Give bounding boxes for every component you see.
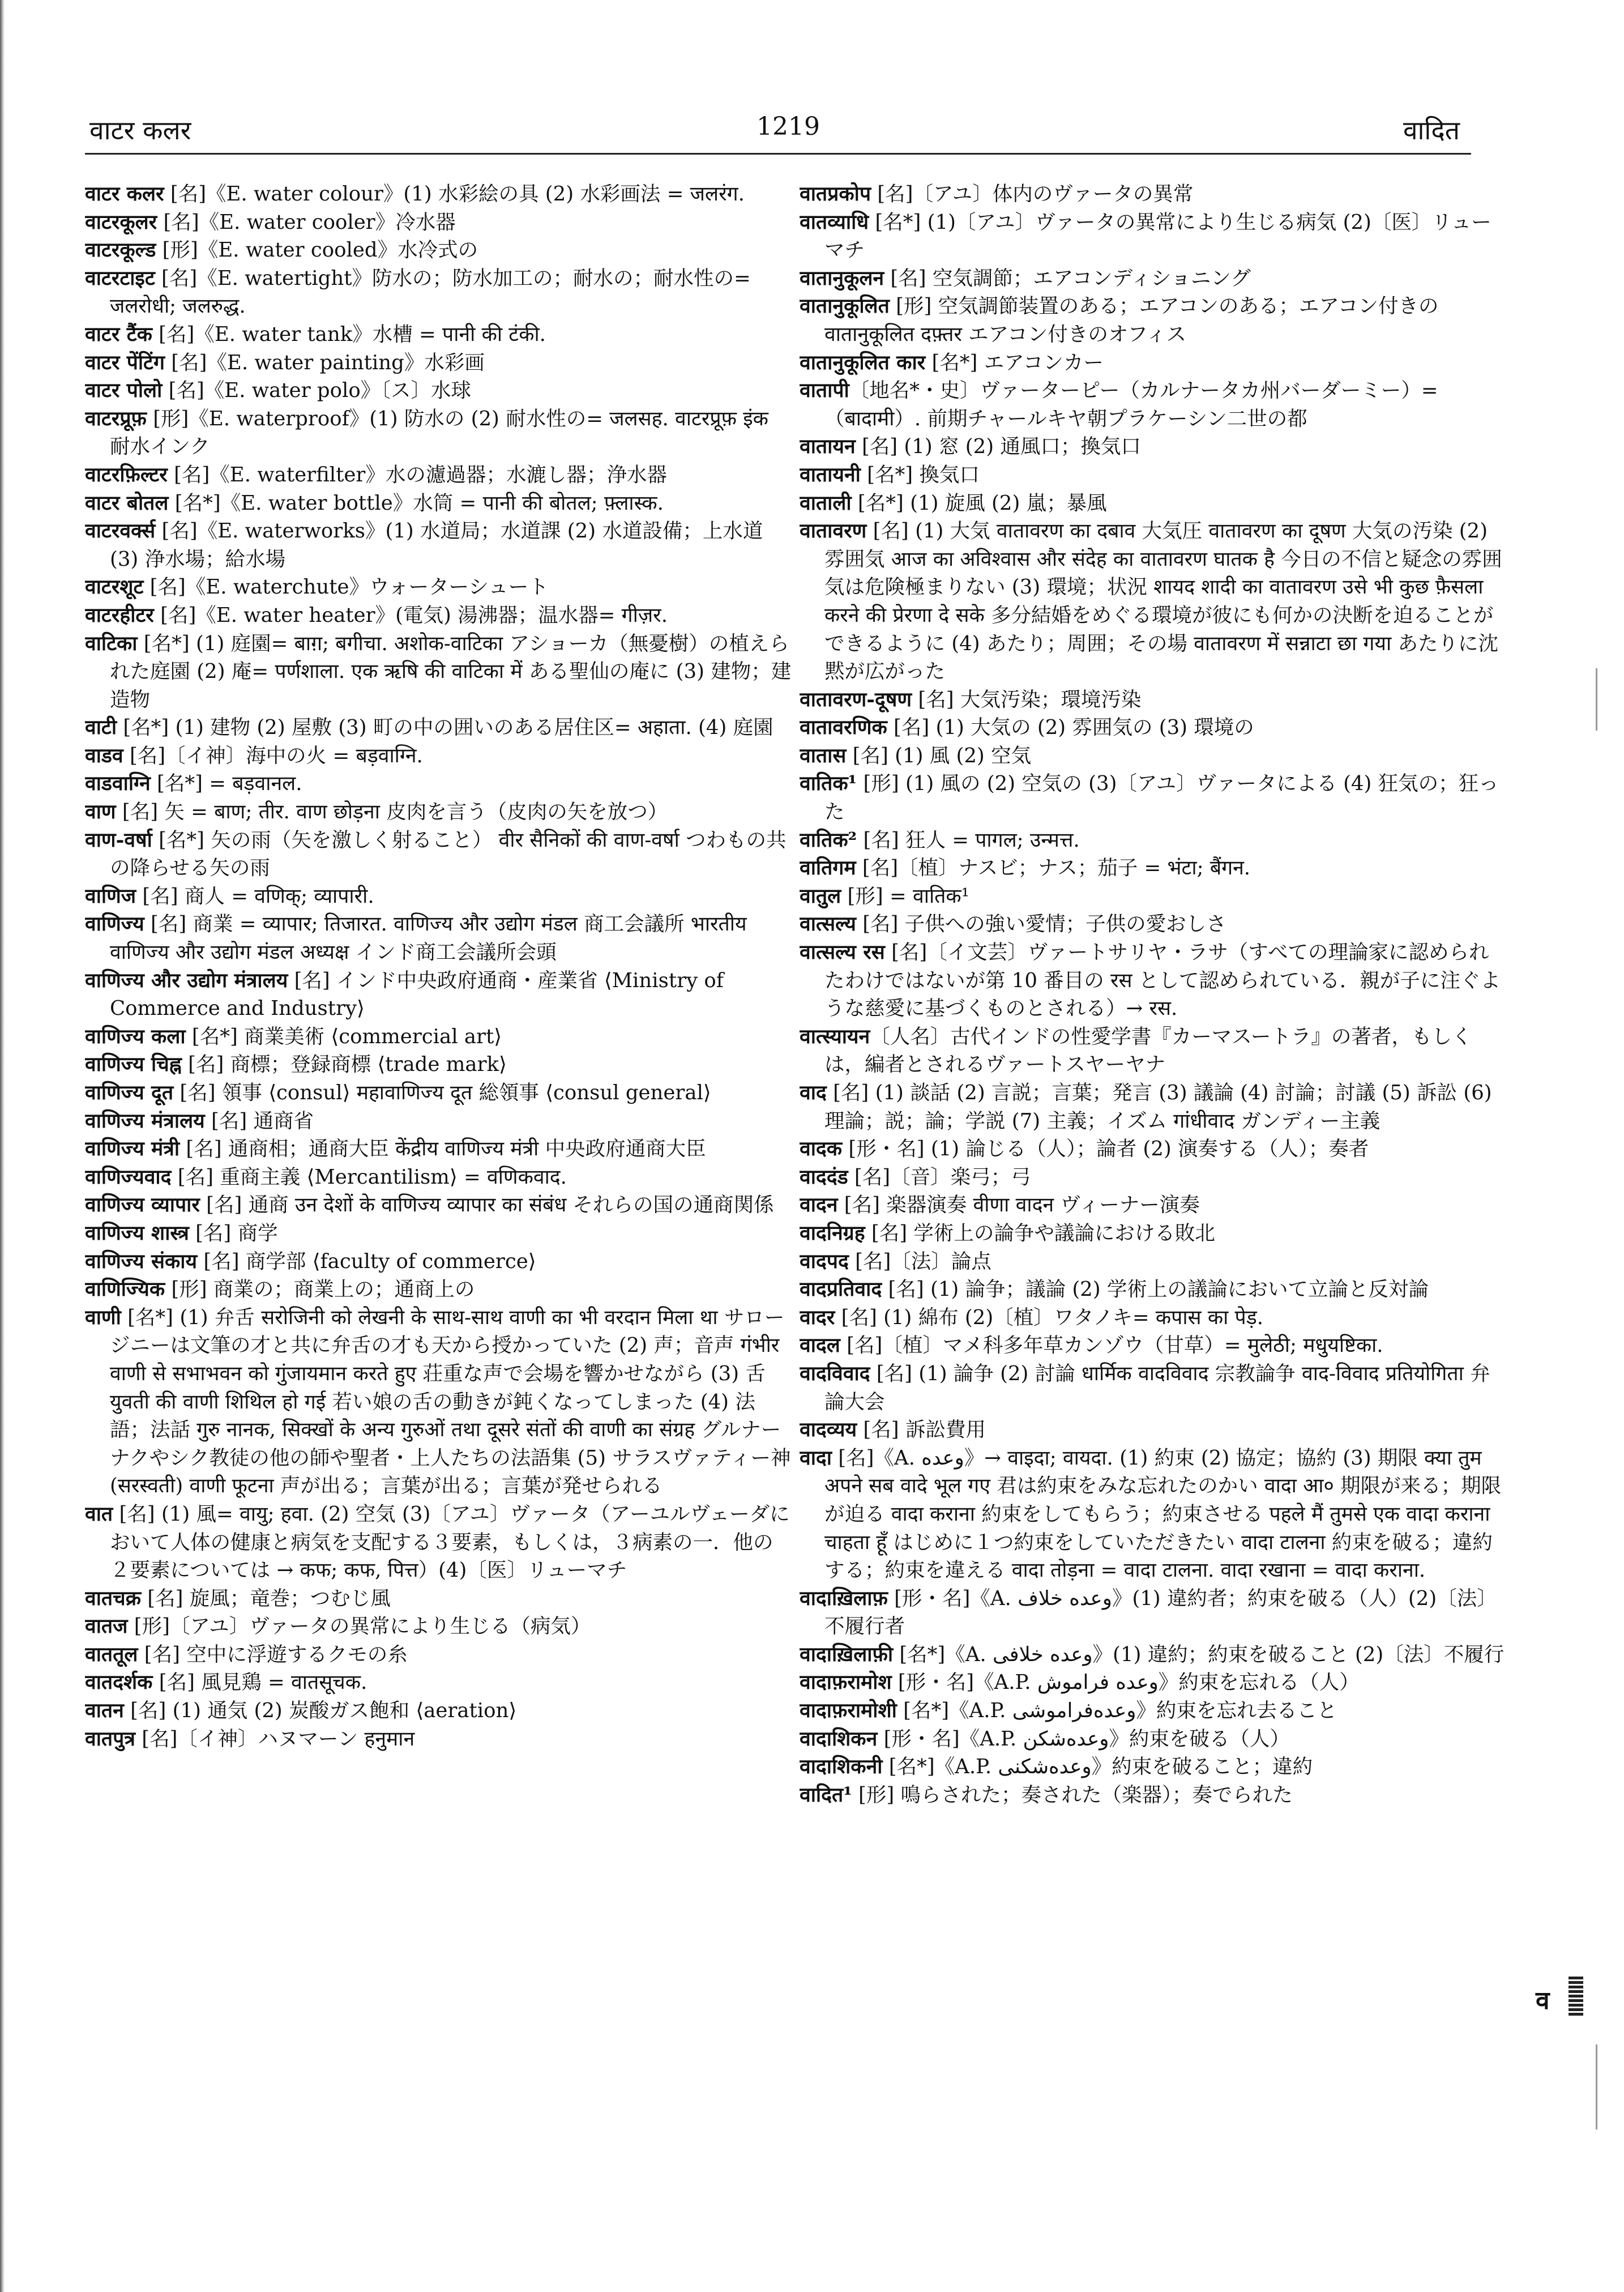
right-column bbox=[800, 180, 1507, 2253]
entry-definition: [名] 学術上の論争や議論における敗北 bbox=[865, 1221, 1215, 1245]
entry-definition: [名]〔音〕楽弓；弓 bbox=[848, 1165, 1031, 1189]
entry-headword: वाणिज्य मंत्रालय bbox=[85, 1109, 205, 1133]
running-head-right: वादित bbox=[1403, 115, 1460, 146]
entry-definition: [名]〔イ神〕海中の火 = बड़वाग्नि. bbox=[123, 744, 423, 767]
dictionary-entry bbox=[800, 292, 1507, 348]
entry-definition: [形] 鳴らされた；奏された（楽器）；奏でられた bbox=[852, 1783, 1293, 1807]
entry-headword: वातन bbox=[85, 1699, 124, 1723]
entry-headword: वातायनी bbox=[800, 463, 861, 486]
entry-headword: वाटर पेंटिंग bbox=[85, 351, 165, 374]
entry-definition: [名] 大気汚染；環境汚染 bbox=[912, 688, 1142, 711]
entry-headword: वातापी bbox=[800, 379, 849, 403]
running-head-left: वाटर कलर bbox=[89, 115, 191, 146]
entry-headword: वातायन bbox=[800, 435, 856, 459]
dictionary-entry bbox=[85, 208, 793, 237]
entry-definition: [名]〔イ神〕ハヌマーン हनुमान bbox=[135, 1727, 415, 1751]
entry-headword: वात्सल्य रस bbox=[800, 941, 885, 964]
dictionary-entry bbox=[85, 1051, 793, 1079]
entry-definition: 〔人名〕古代インドの性愛学書『カーマスートラ』の著者，もしくは，編者とされるヴァートスヤーヤナ bbox=[824, 1025, 1472, 1077]
entry-headword: वादाख़िलाफ़ी bbox=[800, 1642, 894, 1666]
dictionary-entry bbox=[85, 321, 793, 349]
dictionary-entry bbox=[800, 1444, 1507, 1585]
entry-definition: [名] 商業 = व्यापार; तिजारत. वाणिज्य और उद्योग मंडल 商工会議所 भारतीय वाणिज्य और उद्योग मंडल अध्यक्ष インド商工会議所会頭 bbox=[110, 912, 747, 964]
entry-definition: [名] 風見鶏 = वातसूचक. bbox=[152, 1671, 367, 1695]
entry-definition: [名]《A. وعده》→ वाइदा; वायदा. (1) 約束 (2) 協定；協約 (3) 期限 क्या तुम अपने सब वादे भूल गए 君は約束をみな忘れたのかい वादा आ० 期限が来る；期限が迫る वादा कराना 約束をしてもらう；約束させる पहले मैं तुमसे एक वादा कराना चाहता हूँ はじめに１つ約束をしていただきたい वादा टालना 約束を破る；違約する；約束を違える वादा तोड़ना = वादा टालना. वादा रखाना = वादा कराना. bbox=[824, 1446, 1502, 1582]
entry-headword: वाटरकूल्ड bbox=[85, 238, 156, 262]
entry-definition: [名*] (1) 庭園= बाग़; बगीचा. अशोक-वाटिका アショーカ（無憂樹）の植えられた庭園 (2) 庵= पर्णशाला. एक ऋषि की वाटिका में ある聖仙の庵に (3) 建物；建造物 bbox=[110, 631, 792, 711]
entry-headword: वादक bbox=[800, 1137, 843, 1161]
entry-definition: [名]《E. waterworks》(1) 水道局；水道課 (2) 水道設備；上水道 (3) 浄水場；給水場 bbox=[110, 519, 763, 571]
entry-definition: [名] (1) 風= वायु; हवा. (2) 空気 (3)〔アユ〕ヴァータ（アーユルヴェーダにおいて人体の健康と病気を支配する３要素，もしくは，３病素の一．他の２要素については → कफ; कफ, पित्त）(4)〔医〕リューマチ bbox=[110, 1502, 790, 1582]
entry-definition: [形]〔アユ〕ヴァータの異常により生じる（病気） bbox=[127, 1615, 591, 1638]
entry-headword: वातानुकूलित bbox=[800, 294, 890, 318]
dictionary-entry bbox=[800, 517, 1507, 686]
thumb-index-letter: व bbox=[1536, 1986, 1550, 2015]
dictionary-entry bbox=[85, 1163, 793, 1192]
entry-headword: वाणिज्य चिह्न bbox=[85, 1053, 182, 1077]
edge-mark-line bbox=[1596, 2045, 1597, 2129]
entry-definition: [名] インド中央政府通商・産業省 ⟨Ministry of Commerce and Industry⟩ bbox=[110, 968, 724, 1021]
dictionary-entry bbox=[800, 1360, 1507, 1416]
entry-definition: [名] (1) 論争 (2) 討論 धार्मिक वादविवाद 宗教論争 वाद-विवाद प्रतियोगिता 弁論大会 bbox=[824, 1361, 1490, 1414]
entry-headword: वाणिज्यिक bbox=[85, 1278, 165, 1301]
entry-headword: वादाख़िलाफ़ bbox=[800, 1586, 888, 1610]
entry-headword: वातानुकूलित कार bbox=[800, 351, 926, 374]
entry-definition: [形] 空気調節装置のある；エアコンのある；エアコン付きの वातानुकूलित दफ़्तर エアコン付きのオフィス bbox=[824, 294, 1439, 346]
dictionary-entry bbox=[85, 910, 793, 966]
dictionary-entry bbox=[85, 1612, 793, 1641]
entry-definition: [名] 通商 उन देशों के वाणिज्य व्यापार का संबंध それらの国の通商関係 bbox=[199, 1193, 774, 1217]
entry-definition: [名] 狂人 = पागल; उन्मत्त. bbox=[857, 828, 1080, 852]
dictionary-entry bbox=[800, 1585, 1507, 1641]
entry-definition: [名*] (1) 建物 (2) 屋敷 (3) 町の中の囲いのある居住区= अहाता. (4) 庭園 bbox=[117, 716, 773, 740]
entry-definition: [名*] エアコンカー bbox=[925, 351, 1104, 374]
entry-definition: [名*] (1)〔アユ〕ヴァータの異常により生じる病気 (2)〔医〕リューマチ bbox=[824, 210, 1491, 262]
entry-headword: वाटर टैंक bbox=[85, 322, 152, 346]
entry-definition: [名*] (1) 旋風 (2) 嵐；暴風 bbox=[851, 491, 1107, 515]
dictionary-entry bbox=[85, 1641, 793, 1669]
dictionary-entry bbox=[800, 1641, 1507, 1669]
dictionary-entry bbox=[800, 1079, 1507, 1135]
entry-definition: [名*] = बड़वानल. bbox=[150, 772, 302, 796]
entry-headword: वादपद bbox=[800, 1249, 849, 1273]
entry-headword: वात्स्यायन bbox=[800, 1025, 870, 1048]
page-binding-shadow bbox=[0, 0, 5, 2292]
entry-headword: वातिक¹ bbox=[800, 772, 857, 796]
entry-definition: [形・名] (1) 論じる（人）；論者 (2) 演奏する（人）；奏者 bbox=[842, 1137, 1369, 1161]
entry-definition: [名] (1) 通気 (2) 炭酸ガス飽和 ⟨aeration⟩ bbox=[123, 1699, 517, 1723]
entry-definition: [名*]《A.P. وعده‌شکنی》約束を破ること；違約 bbox=[882, 1755, 1313, 1779]
entry-headword: वातानुकूलन bbox=[800, 266, 884, 290]
entry-headword: वाटर कलर bbox=[85, 182, 164, 206]
entry-definition: [名] (1) 談話 (2) 言説；言葉；発言 (3) 議論 (4) 討論；討議 (5) 訴訟 (6) 理論；説；論；学説 (7) 主義；イズム गांधीवाद ガンディー主義 bbox=[824, 1081, 1492, 1133]
entry-definition: [名]〔アユ〕体内のヴァータの異常 bbox=[871, 182, 1194, 206]
dictionary-entry bbox=[800, 1163, 1507, 1192]
entry-headword: वाणिज्य कला bbox=[85, 1025, 186, 1048]
entry-headword: वातावरण bbox=[800, 519, 867, 543]
dictionary-entry bbox=[85, 630, 793, 714]
dictionary-entry bbox=[800, 854, 1507, 882]
entry-headword: वाणिज bbox=[85, 884, 136, 908]
entry-definition: [名]《E. water heater》(電気) 湯沸器；温水器= गीज़र. bbox=[153, 603, 668, 627]
dictionary-entry bbox=[85, 1023, 793, 1051]
entry-definition: [名] 矢 = बाण; तीर. वाण छोड़ना 皮肉を言う（皮肉の矢を放つ） bbox=[116, 800, 668, 824]
dictionary-entry bbox=[800, 461, 1507, 489]
entry-definition: 〔地名*・史〕ヴァーターピー（カルナータカ州バーダーミー）=（बादामी）. 前期チャールキヤ朝プラケーシン二世の都 bbox=[824, 379, 1438, 430]
dictionary-entry bbox=[85, 1697, 793, 1725]
dictionary-entry bbox=[800, 1135, 1507, 1163]
entry-definition: [形]《E. waterproof》(1) 防水の (2) 耐水性の= जलसह. वाटरप्रूफ़ इंक 耐水インク bbox=[110, 407, 768, 459]
entry-definition: [名] 商標；登録商標 ⟨trade mark⟩ bbox=[181, 1053, 507, 1077]
entry-headword: वाण bbox=[85, 800, 116, 824]
dictionary-entry bbox=[800, 349, 1507, 377]
entry-definition: [名] 商学部 ⟨faculty of commerce⟩ bbox=[197, 1249, 536, 1273]
dictionary-entry bbox=[85, 180, 793, 208]
dictionary-entry bbox=[85, 967, 793, 1023]
dictionary-entry bbox=[85, 742, 793, 770]
dictionary-entry bbox=[85, 573, 793, 601]
entry-definition: [名]《E. water colour》(1) 水彩絵の具 (2) 水彩画法 = जलरंग. bbox=[164, 182, 745, 206]
entry-definition: [名] 子供への強い愛情；子供の愛おしさ bbox=[856, 912, 1226, 936]
entry-headword: वाटरहीटर bbox=[85, 603, 154, 627]
dictionary-entry bbox=[800, 1248, 1507, 1276]
entry-definition: [名] 旋風；竜巻；つむじ風 bbox=[140, 1586, 391, 1610]
entry-headword: वाटिका bbox=[85, 631, 138, 655]
dictionary-entry bbox=[800, 1725, 1507, 1753]
dictionary-entry bbox=[800, 1219, 1507, 1248]
dictionary-entry bbox=[800, 1191, 1507, 1219]
entry-headword: वाटरवर्क्स bbox=[85, 519, 156, 543]
entry-definition: [形] 商業の；商業上の；通商上の bbox=[165, 1278, 475, 1301]
entry-definition: [名] 商人 = वणिक्; व्यापारी. bbox=[136, 884, 374, 908]
dictionary-entry bbox=[800, 910, 1507, 938]
entry-headword: वाणिज्य संकाय bbox=[85, 1249, 198, 1273]
dictionary-entry bbox=[85, 1079, 793, 1107]
entry-headword: वात bbox=[85, 1502, 113, 1526]
entry-headword: वादनिग्रह bbox=[800, 1221, 865, 1245]
entry-headword: वाणिज्य दूत bbox=[85, 1081, 174, 1104]
entry-headword: वादव्यय bbox=[800, 1418, 857, 1442]
entry-definition: [名] 空中に浮遊するクモの糸 bbox=[138, 1642, 408, 1666]
entry-headword: वात्सल्य bbox=[800, 912, 856, 936]
entry-definition: [名] 訴訟費用 bbox=[857, 1418, 986, 1442]
entry-headword: वातचक्र bbox=[85, 1586, 141, 1610]
entry-definition: [名] 楽器演奏 वीणा वादन ヴィーナー演奏 bbox=[837, 1193, 1200, 1217]
header-rule bbox=[85, 153, 1471, 155]
dictionary-entry bbox=[85, 517, 793, 573]
dictionary-entry bbox=[85, 461, 793, 489]
entry-definition: [名*] (1) 弁舌 सरोजिनी को लेखनी के साथ-साथ वाणी का भी वरदान मिला था サロージニーは文筆の才と共に弁舌の才も天から授かっていた (2) 声；音声 गंभीर वाणी से सभाभवन को गुंजायमान करते हुए 荘重な声で会場を響かせながら (3) 舌 युवती की वाणी शिथिल हो गई 若い娘の舌の動きが鈍くなってしまった (4) 法語；法話 गुरु नानक, सिक्खों के अन्य गुरुओं तथा दूसरे संतों की वाणी का संग्रह グルナーナクやシク教徒の他の師や聖者・上人たちの法語集 (5) サラスヴァティー神 (सरस्वती) वाणी फूटना 声が出る；言葉が出る；言葉が発せられる bbox=[110, 1305, 791, 1498]
entry-headword: वादन bbox=[800, 1193, 838, 1217]
dictionary-entry bbox=[800, 1697, 1507, 1725]
dictionary-entry bbox=[85, 1248, 793, 1276]
dictionary-entry bbox=[85, 349, 793, 377]
entry-headword: वादविवाद bbox=[800, 1361, 870, 1385]
entry-definition: [名]〔植〕ナスビ；ナス；茄子 = भंटा; बैंगन. bbox=[856, 856, 1251, 880]
entry-headword: वातावरण-दूषण bbox=[800, 688, 912, 711]
dictionary-entry bbox=[800, 1023, 1507, 1079]
dictionary-entry bbox=[85, 1219, 793, 1248]
entry-headword: वाद bbox=[800, 1081, 827, 1104]
dictionary-entry bbox=[800, 686, 1507, 714]
dictionary-entry bbox=[85, 236, 793, 264]
entry-headword: वाणिज्य शास्त्र bbox=[85, 1221, 189, 1245]
entry-headword: वातावरणिक bbox=[800, 716, 887, 740]
dictionary-entry bbox=[85, 1585, 793, 1613]
entry-headword: वाटी bbox=[85, 716, 117, 740]
dictionary-entry bbox=[800, 180, 1507, 208]
entry-headword: वाणिज्य व्यापार bbox=[85, 1193, 200, 1217]
dictionary-entry bbox=[800, 433, 1507, 461]
entry-definition: [名] 空気調節；エアコンディショニング bbox=[884, 266, 1251, 290]
dictionary-entry bbox=[800, 1753, 1507, 1781]
entry-definition: [形・名]《A. وعده خلاف》(1) 違約者；約束を破る（人）(2)〔法〕不履行者 bbox=[824, 1586, 1497, 1638]
dictionary-entry bbox=[85, 489, 793, 518]
dictionary-entry bbox=[85, 264, 793, 321]
dictionary-entry bbox=[85, 1668, 793, 1697]
dictionary-entry bbox=[800, 208, 1507, 264]
dictionary-entry bbox=[800, 1781, 1507, 1809]
entry-headword: वातज bbox=[85, 1615, 128, 1638]
entry-headword: वातव्याधि bbox=[800, 210, 869, 234]
entry-headword: वाणिज्य bbox=[85, 912, 144, 936]
dictionary-entry bbox=[800, 742, 1507, 770]
entry-headword: वादल bbox=[800, 1334, 840, 1358]
entry-headword: वाततूल bbox=[85, 1642, 138, 1666]
dictionary-entry bbox=[800, 1304, 1507, 1332]
edge-mark-line bbox=[1596, 668, 1597, 731]
entry-headword: वादा bbox=[800, 1446, 832, 1470]
entry-definition: [名]《E. waterchute》ウォーターシュート bbox=[143, 575, 549, 599]
dictionary-entry bbox=[800, 770, 1507, 826]
dictionary-entry bbox=[800, 1275, 1507, 1304]
entry-headword: वाददंड bbox=[800, 1165, 848, 1189]
dictionary-entry bbox=[85, 1107, 793, 1136]
entry-definition: [名]《E. water painting》水彩画 bbox=[164, 351, 485, 374]
dictionary-entry bbox=[85, 1304, 793, 1500]
entry-headword: वाडव bbox=[85, 744, 123, 767]
entry-definition: [名] 重商主義 ⟨Mercantilism⟩ = वणिकवाद. bbox=[171, 1165, 567, 1189]
entry-headword: वाडवाग्नि bbox=[85, 772, 151, 796]
dictionary-entry bbox=[800, 882, 1507, 911]
dictionary-entry bbox=[800, 489, 1507, 518]
thumb-index-tab bbox=[1569, 1977, 1583, 2016]
entry-definition: [名*]《E. water bottle》水筒 = पानी की बोतल; फ़्लास्क. bbox=[168, 491, 664, 515]
entry-headword: वाताली bbox=[800, 491, 852, 515]
entry-headword: वाणिज्यवाद bbox=[85, 1165, 172, 1189]
entry-definition: [名] (1) 綿布 (2)〔植〕ワタノキ= कपास का पेड़. bbox=[835, 1305, 1264, 1329]
entry-definition: [形]《E. water cooled》水冷式の bbox=[156, 238, 478, 262]
entry-definition: [名] 通商省 bbox=[204, 1109, 314, 1133]
entry-definition: [形] = वातिक¹ bbox=[841, 884, 969, 908]
entry-definition: [名]〔法〕論点 bbox=[848, 1249, 992, 1273]
entry-definition: [名] (1) 窓 (2) 通風口；換気口 bbox=[855, 435, 1141, 459]
entry-headword: वाणी bbox=[85, 1305, 121, 1329]
entry-definition: [名*]《A.P. وعده‌فراموشی》約束を忘れ去ること bbox=[896, 1699, 1337, 1723]
entry-definition: [名] (1) 論争；議論 (2) 学術上の議論において立論と反対論 bbox=[882, 1278, 1429, 1301]
entry-definition: [名]《E. water cooler》冷水器 bbox=[157, 210, 456, 234]
entry-definition: [形・名]《A.P. وعده فراموش》約束を忘れる（人） bbox=[891, 1671, 1360, 1695]
dictionary-entry bbox=[800, 1331, 1507, 1360]
entry-definition: [名*]《A. وعده خلافی》(1) 違約；約束を破ること (2)〔法〕不履行 bbox=[893, 1642, 1505, 1666]
entry-definition: [名]〔イ文芸〕ヴァートサリヤ・ラサ（すべての理論家に認められたわけではないが第 10 番目の रस として認められている．親が子に注ぐような慈愛に基づくものとされる）→ रस. bbox=[824, 941, 1501, 1021]
entry-definition: [名] (1) 大気 वातावरण का दबाव 大気圧 वातावरण का दूषण 大気の汚染 (2) 雰囲気 आज का अविश्वास और संदेह का वातावरण घातक है 今日の不信と疑念の雰囲気は危険極まりない (3) 環境；状況 शायद शादी का वातावरण उसे भी कुछ फ़ैसला करने की प्रेरणा दे सके 多分結婚をめぐる環境が彼にも何かの決断を迫ることができるように (4) あたり；周囲；その場 वातावरण में सन्नाटा छा गया あたりに沈黙が広がった bbox=[824, 519, 1502, 684]
entry-definition: [名*] 商業美術 ⟨commercial art⟩ bbox=[185, 1025, 502, 1048]
entry-definition: [名] 商学 bbox=[189, 1221, 278, 1245]
entry-headword: वाटरकूलर bbox=[85, 210, 157, 234]
dictionary-entry bbox=[85, 1191, 793, 1219]
entry-headword: वाटरफ़िल्टर bbox=[85, 463, 168, 486]
entry-headword: वाटरप्रूफ़ bbox=[85, 407, 147, 430]
entry-headword: वातिगम bbox=[800, 856, 856, 880]
entry-headword: वातपुत्र bbox=[85, 1727, 135, 1751]
entry-headword: वातास bbox=[800, 744, 847, 767]
entry-definition: [名] (1) 大気の (2) 雰囲気の (3) 環境の bbox=[887, 716, 1254, 740]
dictionary-entry bbox=[800, 714, 1507, 742]
entry-definition: [名]〔植〕マメ科多年草カンゾウ（甘草）= मुलेठी; मधुयष्टिका. bbox=[840, 1334, 1383, 1358]
dictionary-entry bbox=[800, 377, 1507, 433]
dictionary-entry bbox=[85, 1135, 793, 1163]
entry-headword: वाणिज्य और उद्योग मंत्रालय bbox=[85, 968, 288, 992]
dictionary-entry bbox=[85, 1275, 793, 1304]
entry-headword: वादप्रतिवाद bbox=[800, 1278, 882, 1301]
dictionary-entry bbox=[85, 826, 793, 882]
entry-headword: वाटरशूट bbox=[85, 575, 144, 599]
dictionary-entry bbox=[85, 714, 793, 742]
entry-definition: [形] (1) 風の (2) 空気の (3)〔アユ〕ヴァータによる (4) 狂気の；狂った bbox=[824, 772, 1499, 824]
entry-headword: वादाशिकनी bbox=[800, 1755, 883, 1779]
dictionary-entry bbox=[800, 264, 1507, 293]
dictionary-entry bbox=[85, 1500, 793, 1585]
entry-headword: वादाफ़रामोशी bbox=[800, 1699, 897, 1723]
page-number: 1219 bbox=[757, 112, 820, 141]
entry-definition: [名] (1) 風 (2) 空気 bbox=[846, 744, 1032, 767]
dictionary-entry bbox=[85, 798, 793, 826]
entry-definition: [名]《E. watertight》防水の；防水加工の；耐水の；耐水性の= जलरोधी; जलरुद्ध. bbox=[110, 266, 751, 318]
entry-headword: वाटरटाइट bbox=[85, 266, 155, 290]
dictionary-entry bbox=[85, 377, 793, 405]
dictionary-entry bbox=[85, 770, 793, 798]
entry-headword: वातिक² bbox=[800, 828, 857, 852]
dictionary-entry bbox=[85, 601, 793, 630]
entry-headword: वातप्रकोप bbox=[800, 182, 871, 206]
entry-definition: [名*] 矢の雨（矢を激しく射ること） वीर सैनिकों की वाण-वर्षा つわもの共の降らせる矢の雨 bbox=[110, 828, 787, 880]
dictionary-entry bbox=[800, 1416, 1507, 1444]
entry-headword: वाटर बोतल bbox=[85, 491, 169, 515]
entry-definition: [名*] 換気口 bbox=[860, 463, 980, 486]
entry-headword: वादित¹ bbox=[800, 1783, 852, 1807]
dictionary-entry bbox=[800, 938, 1507, 1023]
entry-definition: [名] 通商相；通商大臣 केंद्रीय वाणिज्य मंत्री 中央政府通商大臣 bbox=[180, 1137, 706, 1161]
entry-headword: वाण-वर्षा bbox=[85, 828, 152, 852]
dictionary-entry bbox=[85, 1725, 793, 1753]
entry-definition: [形・名]《A.P. وعده‌شکن》約束を破る（人） bbox=[877, 1727, 1290, 1751]
dictionary-entry bbox=[800, 826, 1507, 855]
entry-headword: वाणिज्य मंत्री bbox=[85, 1137, 180, 1161]
entry-definition: [名]《E. water tank》水槽 = पानी की टंकी. bbox=[152, 322, 546, 346]
entry-definition: [名] 領事 ⟨consul⟩ महावाणिज्य दूत 総領事 ⟨consul general⟩ bbox=[173, 1081, 711, 1104]
dictionary-entry bbox=[85, 882, 793, 911]
entry-headword: वातदर्शक bbox=[85, 1671, 153, 1695]
dictionary-entry bbox=[800, 1668, 1507, 1697]
dictionary-entry bbox=[85, 405, 793, 461]
entry-definition: [名]《E. waterfilter》水の濾過器；水漉し器；浄水器 bbox=[167, 463, 667, 486]
entry-definition: [名]《E. water polo》〔ス〕水球 bbox=[162, 379, 471, 403]
entry-headword: वातुल bbox=[800, 884, 841, 908]
entry-headword: वाटर पोलो bbox=[85, 379, 163, 403]
entry-headword: वादर bbox=[800, 1305, 835, 1329]
entry-headword: वादाशिकन bbox=[800, 1727, 878, 1751]
left-column bbox=[85, 180, 793, 2253]
entry-headword: वादाफ़रामोश bbox=[800, 1671, 892, 1695]
